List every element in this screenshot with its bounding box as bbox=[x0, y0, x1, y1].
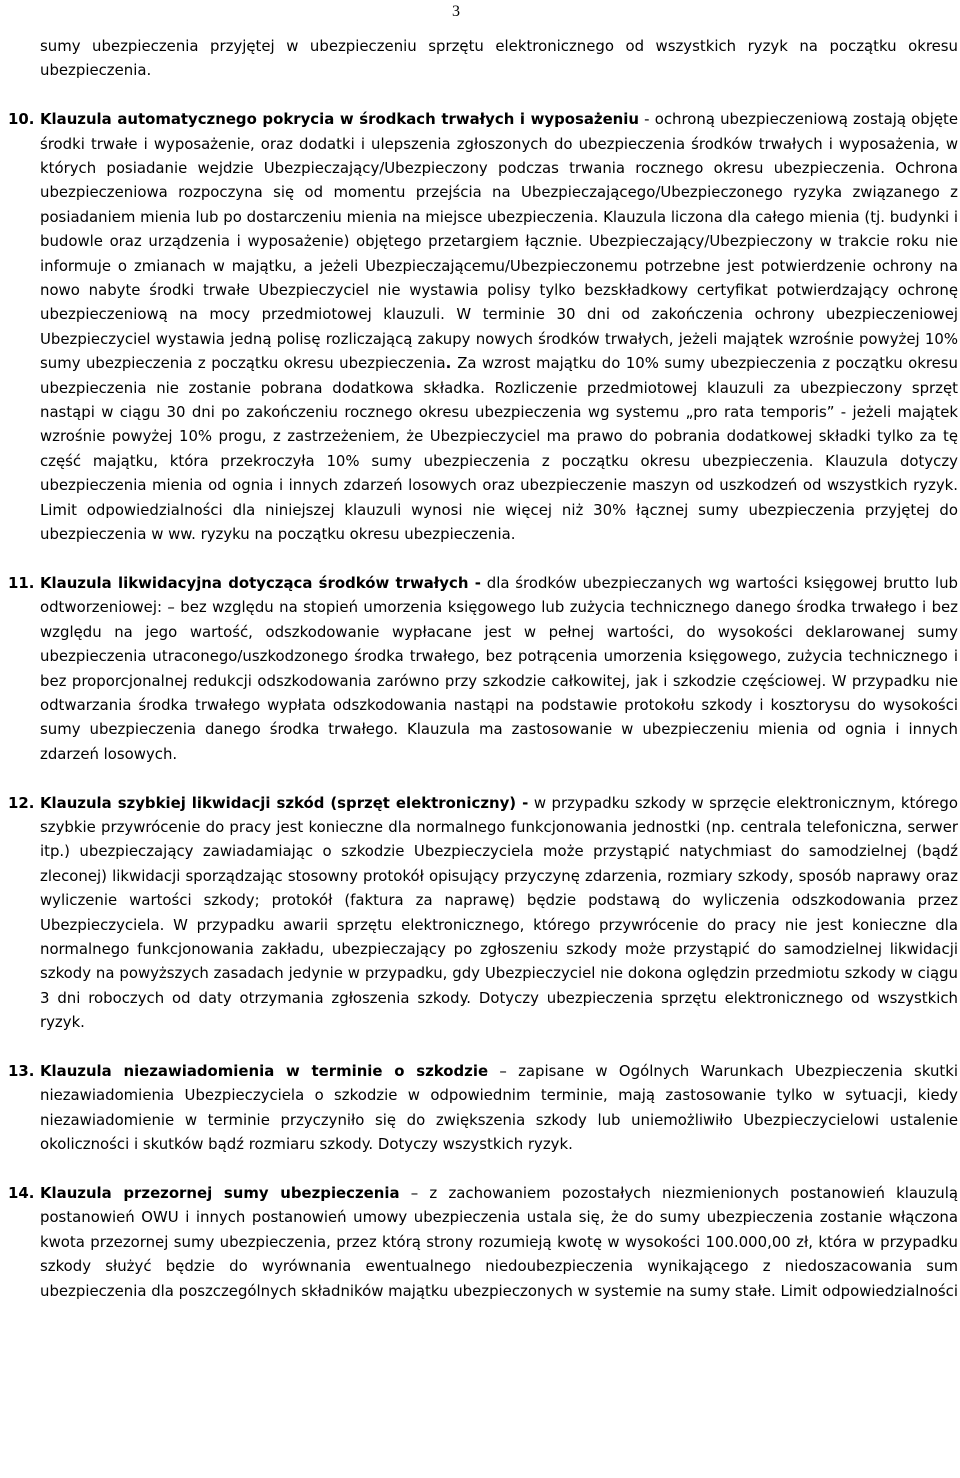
paragraph-gap bbox=[40, 547, 958, 571]
clause-text-continued: Za wzrost majątku do 10% sumy ubezpieczenia z początku okresu ubezpieczenia nie zostanie pobrana dodatkowa składka. Rozliczenie przedmiotowej klauzuli za ubezpieczony sprzęt nastąpi w ciągu 30 dni po zakończeniu rocznego okresu ubezpieczenia wg systemu „pro rata temporis” - jeżeli majątek wzrośnie powyżej 10% progu, z zastrzeżeniem, że Ubezpieczyciel ma prawo do pobrania dodatkowej składki tylko za tę część majątku, która przekroczyła 10% sumy ubezpieczenia z początku okresu ubezpieczenia. Klauzula dotyczy ubezpieczenia mienia od ognia i innych zdarzeń losowych oraz ubezpieczenie maszyn od uszkodzeń od wszystkich ryzyk. Limit odpowiedzialności dla niniejszej klauzuli wynosi nie więcej niż 30% łącznej sumy ubezpieczenia przyjętej do ubezpieczenia w ww. ryzyku na początku okresu ubezpieczenia. bbox=[40, 354, 958, 544]
document-body bbox=[8, 34, 959, 1303]
clause-separator bbox=[488, 1062, 499, 1080]
clause-title: Klauzula likwidacyjna dotycząca środków trwałych - bbox=[40, 573, 481, 592]
clause-separator: - bbox=[639, 110, 655, 129]
paragraph-gap bbox=[40, 1035, 958, 1059]
page-number: 3 bbox=[452, 3, 460, 20]
clause-title: Klauzula przezornej sumy ubezpieczenia bbox=[40, 1184, 400, 1203]
clause-number: 12. bbox=[8, 793, 35, 812]
clause-title: Klauzula szybkiej likwidacji szkód (sprzęt elektroniczny) - bbox=[40, 793, 529, 812]
clause-title: Klauzula niezawiadomienia w terminie o szkodzie bbox=[40, 1062, 489, 1080]
paragraph-gap bbox=[40, 1157, 958, 1181]
clause-12 bbox=[8, 791, 958, 1035]
clause-number: 14. bbox=[8, 1184, 35, 1203]
paragraph-gap bbox=[40, 766, 958, 790]
intro-paragraph: sumy ubezpieczenia przyjętej w ubezpieczeniu sprzętu elektronicznego od wszystkich ryzyk na początku okresu ubezpieczenia. bbox=[40, 37, 958, 80]
clause-text-emphasis: . bbox=[445, 354, 458, 373]
clause-number: 11. bbox=[8, 573, 35, 592]
clause-text: – zapisane w Ogólnych Warunkach Ubezpieczenia skutki niezawiadomienia Ubezpieczyciela o szkodzie w odpowiednim terminie, mają zastosowanie tylko w sytuacji, kiedy niezawiadomienie w terminie przyczyniło się do zwiększenia szkody lub uniemożliwiło Ubezpieczycielowi ustalenie okoliczności i skutków bądź rozmiaru szkody. Dotyczy wszystkich ryzyk. bbox=[40, 1062, 959, 1154]
clause-13 bbox=[8, 1059, 959, 1157]
clause-number: 13. bbox=[8, 1062, 35, 1080]
clause-14 bbox=[8, 1181, 958, 1303]
paragraph-gap bbox=[40, 83, 958, 107]
clause-text: – z zachowaniem pozostałych niezmienionych postanowień klauzulą postanowień OWU i innych postanowień umowy ubezpieczenia ustala się, że do sumy ubezpieczenia zostanie włączona kwota przezornej sumy ubezpieczenia, przez którą strony rozumieją kwotę w wysokości 100.000,00 zł, która w przypadku szkody służyć będzie do wyrównania ewentualnego niedoubezpieczenia wynikającego z niedoszacowania sum ubezpieczenia dla poszczególnych składników majątku ubezpieczonych w systemie na sumy stałe. Limit odpowiedzialności bbox=[40, 1184, 958, 1300]
clause-title: Klauzula automatycznego pokrycia w środkach trwałych i wyposażeniu bbox=[40, 110, 639, 129]
clause-text: w przypadku szkody w sprzęcie elektronicznym, którego szybkie przywrócenie do pracy jest konieczne dla normalnego funkcjonowania jednostki (np. centrala telefoniczna, serwer itp.) ubezpieczający zawiadamiając o szkodzie Ubezpieczyciela może przystąpić natychmiast do samodzielnej (bądź zleconej) likwidacji sporządzając stosowny protokół opisujący przyczynę zdarzenia, rozmiary szkody, sposób naprawy oraz wyliczenie wartości szkody; protokół (faktura za naprawę) będzie podstawą do wyliczenia odszkodowania przez Ubezpieczyciela. W przypadku awarii sprzętu elektronicznego, którego przywrócenie do pracy nie jest konieczne dla normalnego funkcjonowania zakładu, ubezpieczający po zgłoszeniu szkody może przystąpić do samodzielnej likwidacji szkody na powyższych zasadach jedynie w przypadku, gdy Ubezpieczyciel nie dokona oględzin przedmiotu szkody w ciągu 3 dni roboczych od daty otrzymania zgłoszenia szkody. Dotyczy ubezpieczenia sprzętu elektronicznego od wszystkich ryzyk. bbox=[40, 793, 958, 1032]
clause-10 bbox=[8, 107, 959, 546]
clause-number: 10. bbox=[8, 110, 35, 129]
clause-text: ochroną ubezpieczeniową zostają objęte środki trwałe i wyposażenie, oraz dodatki i ulepszenia zgłoszonych do ubezpieczenia środków trwałych i wyposażenia, w których posiadanie wejdzie Ubezpieczający/Ubezpieczony podczas trwania rocznego okresu ubezpieczenia. Ochrona ubezpieczeniowa rozpoczyna się od momentu przejścia na Ubezpieczającego/Ubezpieczonego ryzyka związanego z posiadaniem mienia lub po dostarczeniu mienia na miejsce ubezpieczenia. Klauzula liczona dla całego mienia (tj. budynki i budowle oraz urządzenia i wyposażenie) objętego przetargiem łącznie. Ubezpieczający/Ubezpieczony w trakcie roku nie informuje o zmianach w majątku, a jeżeli Ubezpieczającemu/Ubezpieczonemu potrzebne jest potwierdzenie ochrony na nowo nabyte środki trwałe Ubezpieczyciel nie wystawia polisy tylko bezskładkowy certyfikat potwierdzający ochronę ubezpieczeniową na mocy przedmiotowej klauzuli. W terminie 30 dni od zakończenia ochrony ubezpieczeniowej Ubezpieczyciel wystawia jedną polisę rozliczającą zakupy nowych środków trwałych, jeżeli majątek wzrośnie powyżej 10% sumy ubezpieczenia z początku okresu ubezpieczenia bbox=[40, 110, 959, 373]
clause-11 bbox=[8, 571, 959, 766]
clause-text: dla środków ubezpieczanych wg wartości księgowej brutto lub odtworzeniowej: – bez względu na stopień umorzenia księgowego lub zużycia technicznego danego środka trwałego i bez względu na jego wartość, odszkodowanie wypłacane jest w pełnej wartości, do wysokości deklarowanej sumy ubezpieczenia utraconego/uszkodzonego środka trwałego, bez potrącenia umorzenia księgowego, zużycia technicznego i bez proporcjonalnej redukcji odszkodowania zarówno przy szkodzie całkowitej, jak i szkodzie częściowej. W przypadku nie odtwarzania środka trwałego wypłata odszkodowania nastąpi na podstawie protokołu szkody i kosztorysu do wysokości sumy ubezpieczenia danego środka trwałego. Klauzula ma zastosowanie w ubezpieczeniu mienia od ognia i innych zdarzeń losowych. bbox=[40, 573, 959, 763]
clause-separator bbox=[400, 1184, 411, 1202]
